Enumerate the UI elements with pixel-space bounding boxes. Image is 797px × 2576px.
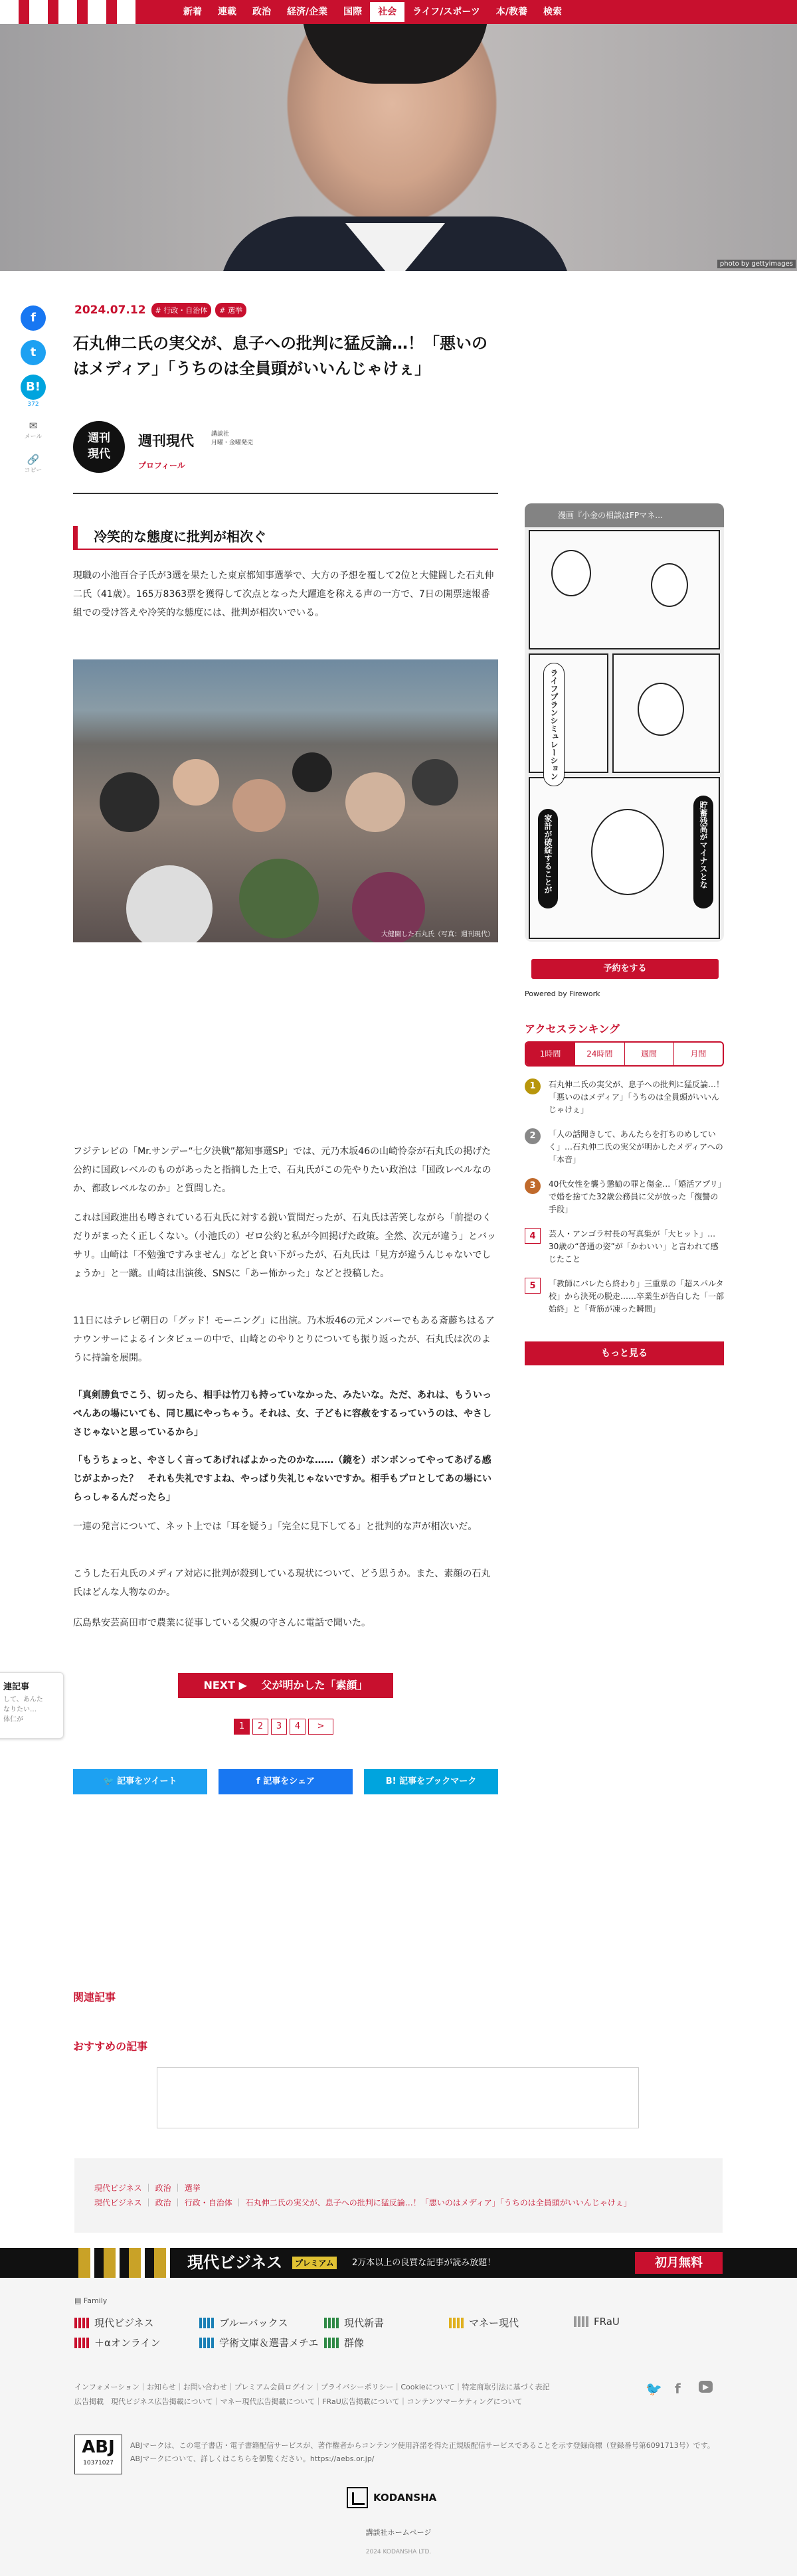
family-site-link[interactable]: ブルーバックス xyxy=(199,2316,288,2330)
kodansha-logo[interactable]: KODANSHA xyxy=(347,2486,450,2510)
article-paragraph: 11日にはテレビ朝日の「グッド！モーニング」に出演。乃木坂46の元メンバーでもある斎藤ちはるアナウンサーによるインタビューの中で、山崎とのやりとりについても振り返ったが、石丸氏は次のように持論を展開。 xyxy=(73,1316,495,1363)
ranking-item[interactable]: 1 石丸伸二氏の実父が、息子への批判に猛反論…！「悪いのはメディア」「うちのは全員頭がいいんじゃけぇ」 xyxy=(525,1078,724,1116)
video-title: 漫画『小金の相談はFPマネ… xyxy=(525,503,724,527)
pagination xyxy=(234,1719,336,1735)
nav-item-7[interactable]: 本/教養 xyxy=(495,7,527,17)
ranking-heading: アクセスランキング xyxy=(525,1023,620,1035)
family-logo-icon xyxy=(74,2338,89,2348)
ranking-tabs xyxy=(525,1041,724,1067)
page-4[interactable]: 4 xyxy=(290,1719,306,1735)
footer-links[interactable]: インフォメーション｜お知らせ｜お問い合わせ｜プレミアム会員ログイン｜プライバシーポリシー｜Cookieについて｜特定商取引法に基づく表記 xyxy=(74,2383,550,2391)
family-logo-icon xyxy=(324,2318,339,2328)
family-site-link[interactable]: 群像 xyxy=(324,2336,364,2350)
youtube-icon[interactable]: ▶ xyxy=(699,2381,713,2393)
article-paragraph: 広島県安芸高田市で農業に従事している父親の守さんに電話で聞いた。 xyxy=(73,1618,371,1628)
facebook-icon: f xyxy=(256,1776,264,1786)
top-navigation-bar xyxy=(0,0,797,24)
article-meta xyxy=(74,303,250,317)
breadcrumb-separator: ｜ xyxy=(173,2184,182,2193)
facebook-share-button[interactable]: f 記事をシェア xyxy=(219,1769,353,1794)
breadcrumb-link[interactable]: 行政・自治体 xyxy=(184,2198,232,2207)
nav-item-1[interactable]: 連載 xyxy=(218,7,236,17)
breadcrumb-separator: ｜ xyxy=(234,2198,243,2207)
family-site-link[interactable]: 現代ビジネス xyxy=(74,2316,154,2330)
facebook-share-icon[interactable]: f xyxy=(21,305,46,331)
breadcrumb-link[interactable]: 現代ビジネス xyxy=(94,2198,142,2207)
twitter-icon: 🐦 xyxy=(103,1776,118,1786)
premium-banner[interactable]: 現代ビジネス プレミアム 2万本以上の良質な記事が読み放題！ 初月無料 xyxy=(0,2248,797,2278)
publisher-logo[interactable]: 週刊 現代 xyxy=(73,421,125,473)
category-nav xyxy=(175,0,570,24)
page-2[interactable]: 2 xyxy=(252,1719,268,1735)
facebook-icon[interactable]: f xyxy=(675,2381,681,2397)
tab-1h[interactable]: 1時間 xyxy=(526,1043,575,1065)
ranking-item[interactable]: 5 「教師にバレたら終わり」三重県の「超スパルタ校」から決死の脱走……卒業生が告白した「一部始終」と「背筋が凍った瞬間」 xyxy=(525,1278,724,1316)
article-paragraph: フジテレビの「Mr.サンデー“七夕決戦”都知事選SP」では、元乃木坂46の山崎怜奈が石丸氏の掲げた公約に国政レベルのものがあったと指摘した上で、石丸氏がこの先やりたい政治は「国政レベルなのか、都政レベルなのか」と質問した。 xyxy=(73,1146,491,1194)
article-title: 石丸伸二氏の実父が、息子への批判に猛反論…！「悪いのはメディア」「うちのは全員頭がいいんじゃけぇ」 xyxy=(73,334,487,378)
divider xyxy=(73,493,498,494)
family-logo-icon xyxy=(199,2318,214,2328)
next-page-arrow[interactable]: > xyxy=(308,1719,333,1735)
nav-item-2[interactable]: 政治 xyxy=(252,7,271,17)
hero-image xyxy=(0,24,797,271)
copyright: 2024 KODANSHA LTD. xyxy=(365,2549,432,2555)
nav-item-5[interactable]: 社会 xyxy=(370,2,404,22)
breadcrumb-link[interactable]: 政治 xyxy=(155,2184,171,2193)
abj-text: ABJマークは、この電子書店・電子書籍配信サービスが、著作権者からコンテンツ使用許諾を得た正規版配信サービスであることを示す登録商標（登録番号第6091713号）です。ABJマークについて、詳しくはこちらを御覧ください。https://aebs.or.jp/ xyxy=(130,2441,715,2463)
footer-ad-links[interactable]: 広告掲載 現代ビジネス広告掲載について｜マネー現代広告掲載について｜FRaU広告掲載について｜コンテンツマーケティングについて xyxy=(74,2397,523,2406)
family-site-link[interactable]: ＋αオンライン xyxy=(74,2336,160,2350)
related-heading: 関連記事 xyxy=(73,1991,116,2004)
article-lead: 現職の小池百合子氏が3選を果たした東京都知事選挙で、大方の予想を覆して2位と大健闘した石丸伸二氏（41歳）。165万8363票を獲得して次点となった大躍進を称える声の一方で、7日の開票速報番組での受け答えや冷笑的な態度には、批判が相次いでいる。 xyxy=(73,570,494,618)
breadcrumb-separator: ｜ xyxy=(144,2184,153,2193)
mail-label: メール xyxy=(24,434,43,440)
more-ranking-button[interactable]: もっと見る xyxy=(525,1341,724,1365)
nav-item-8[interactable]: 検索 xyxy=(543,7,562,17)
family-site-link[interactable]: 現代新書 xyxy=(324,2316,384,2330)
hero-credit: photo by gettyimages xyxy=(717,260,796,268)
article-quote: 「真剣勝負でこう、切ったら、相手は竹刀も持っていなかった、みたいな。ただ、あれは、もういっぺんあの場にいても、同じ風にやっちゃう。それは、女、子どもに容赦をするっていうのは、やさしさじゃないと思っているから」 xyxy=(73,1390,491,1438)
breadcrumb-link[interactable]: 選挙 xyxy=(184,2184,201,2193)
tag-gyousei[interactable]: # 行政・自治体 xyxy=(151,303,212,317)
ranking-item[interactable]: 2 「人の話聞きして、あんたらを打ちのめしていく」…石丸伸二氏の実父が明かしたメディアへの「本音」 xyxy=(525,1128,724,1166)
share-rail xyxy=(19,305,48,487)
tweet-button[interactable]: 🐦 記事をツイート xyxy=(73,1769,207,1794)
ranking-item[interactable]: 4 芸人・アンゴラ村長の写真集が「大ヒット」…30歳の“普通の姿”が「かわいい」と言われて感じたこと xyxy=(525,1228,724,1266)
hatena-icon: B! xyxy=(385,1776,400,1786)
family-logo-icon xyxy=(574,2316,588,2327)
article-photo xyxy=(73,659,498,942)
floating-related-card[interactable]: 連記事 して、あんた なりたい… 体仁が xyxy=(0,1672,64,1739)
hatena-count: 372 xyxy=(27,401,39,408)
twitter-icon[interactable]: 🐦 xyxy=(646,2381,662,2397)
nav-item-3[interactable]: 経済/企業 xyxy=(287,7,328,17)
photo-caption: 大健闘した石丸氏（写真：週刊現代） xyxy=(381,931,494,938)
next-page-button[interactable]: NEXT ▶ 父が明かした「素顔」 xyxy=(178,1673,393,1698)
bookmark-button[interactable]: B! 記事をブックマーク xyxy=(364,1769,498,1794)
hatena-bookmark-icon[interactable]: B! xyxy=(21,375,46,400)
ad-placeholder[interactable] xyxy=(157,2067,639,2128)
video-widget[interactable]: 漫画『小金の相談はFPマネ… ライフプランシミュレーション 家計が破綻することが 貯蓄残高がマイナスとな xyxy=(525,503,724,942)
profile-link[interactable]: プロフィール xyxy=(138,461,185,470)
page-1[interactable]: 1 xyxy=(234,1719,250,1735)
family-logo-icon xyxy=(324,2338,339,2348)
nav-item-4[interactable]: 国際 xyxy=(343,7,363,17)
mail-icon[interactable]: ✉ xyxy=(29,420,38,432)
article-paragraph: これは国政進出も噂されている石丸氏に対する鋭い質問だったが、石丸氏は苦笑しながら「前提のくだりがまったく正しくない。（小池氏の）ゼロ公約と私が今回掲げた政策。全然、次元が違う」とバッサリ。山崎は「不勉強ですみません」などと食い下がったが、石丸氏は「見方が違うんじゃないでしょうか」と一蹴。山崎は出演後、SNSに「あー怖かった」などと投稿した。 xyxy=(73,1213,496,1279)
article-paragraph: こうした石丸氏のメディア対応に批判が殺到している現状について、どう思うか。また、素顔の石丸氏はどんな人物なのか。 xyxy=(73,1569,491,1598)
family-logo-icon xyxy=(74,2318,89,2328)
breadcrumb xyxy=(74,2158,723,2233)
kodansha-symbol-icon xyxy=(347,2487,368,2508)
breadcrumb-separator: ｜ xyxy=(173,2198,182,2207)
nav-item-6[interactable]: ライフ/スポーツ xyxy=(412,7,480,17)
site-logo[interactable] xyxy=(0,0,169,24)
ranking-item[interactable]: 3 40代女性を襲う懲勧の罪と傷金…「婚活アプリ」で婚を捨てた32歳公務員に父が放った「復讐の手段」 xyxy=(525,1178,724,1216)
family-label: ▤ Family xyxy=(74,2296,108,2305)
article-paragraph: 一連の発言について、ネット上では「耳を疑う」「完全に見下してる」と批判的な声が相次いだ。 xyxy=(73,1521,478,1532)
twitter-share-icon[interactable]: t xyxy=(21,340,46,365)
breadcrumb-link[interactable]: 石丸伸二氏の実父が、息子への批判に猛反論…！「悪いのはメディア」「うちのは全員頭がいいんじゃけぇ」 xyxy=(245,2198,632,2207)
family-logo-icon xyxy=(199,2338,214,2348)
nav-item-0[interactable]: 新着 xyxy=(183,7,202,17)
free-trial-button[interactable]: 初月無料 xyxy=(635,2252,723,2274)
family-logo-icon xyxy=(449,2318,464,2328)
home-link[interactable]: 講談社ホームページ xyxy=(365,2528,432,2537)
family-site-link[interactable]: マネー現代 xyxy=(449,2316,519,2330)
tag-senkyo[interactable]: # 選挙 xyxy=(215,303,246,317)
breadcrumb-link[interactable]: 政治 xyxy=(155,2198,171,2207)
section-heading: 冷笑的な態度に批判が相次ぐ xyxy=(73,526,498,550)
publisher-sub: 講談社 月曜・金曜発売 xyxy=(211,431,254,446)
publisher-name[interactable]: 週刊現代 xyxy=(138,433,194,449)
tab-week[interactable]: 週間 xyxy=(625,1043,674,1065)
tab-24h[interactable]: 24時間 xyxy=(575,1043,624,1065)
tab-month[interactable]: 月間 xyxy=(690,1049,707,1059)
article-quote: 「もうちょっと、やさしく言ってあげればよかったのかな……（鏡を）ボンボンってやってあげる感じがよかった？ それも失礼ですよね、やっぱり失礼じゃないですか。相手もプロとしてあの場にいらっしゃるんだったら」 xyxy=(73,1455,491,1503)
recommended-heading: おすすめの記事 xyxy=(73,2040,148,2053)
family-site-link[interactable]: FRaU xyxy=(574,2316,620,2328)
breadcrumb-link[interactable]: 現代ビジネス xyxy=(94,2184,142,2193)
family-site-link[interactable]: 学術文庫＆選書メチエ xyxy=(199,2336,318,2350)
reserve-button[interactable]: 予約をする xyxy=(531,959,719,979)
article-date: 2024.07.12 xyxy=(74,303,146,317)
copy-label: コピー xyxy=(24,468,43,474)
breadcrumb-separator: ｜ xyxy=(144,2198,153,2207)
copy-link-icon[interactable]: 🔗 xyxy=(27,454,40,466)
premium-logo-stripes xyxy=(78,2248,174,2278)
page-3[interactable]: 3 xyxy=(271,1719,287,1735)
powered-by[interactable]: Powered by Firework xyxy=(525,989,600,998)
abj-mark[interactable]: ABJ 10371027 xyxy=(74,2435,122,2474)
